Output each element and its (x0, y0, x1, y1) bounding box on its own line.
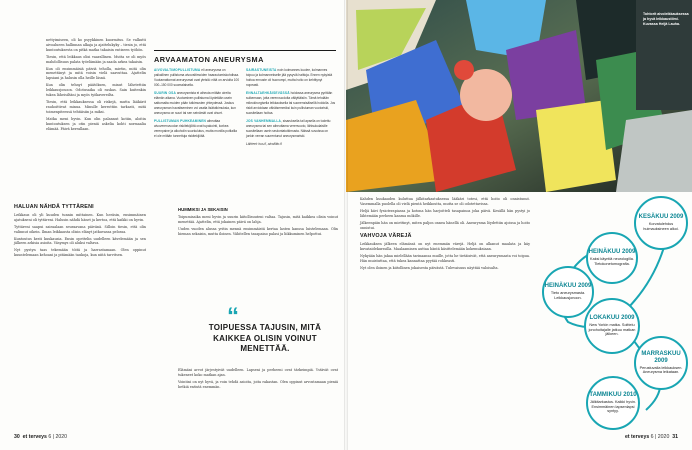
paragraph: Nyt pystyn taas tekemään töitä ja harrastamaan. Olen oppinut kuuntelemaan kehoani ja pitämään taukoja, kun niitä tarvitsen. (14, 248, 146, 258)
paragraph: nettyimiseen, oli ko psyykkinen kuormitus. Se valkutti aivoalueen hallinnan alkaja ja ajattelukyky – tiesin jo, että kuntoutuksesta on pitkä matka takaisin entiseen työhön. (46, 38, 146, 52)
paragraph: Toipumisaika meni hyvin ja suurin kiitollisuuteni valtaa. Tajusin, mitä kaikkea olisin voinut menettää. Ajattelin, että jokainen päivä on lahja. (178, 214, 338, 224)
sidebar-paragraph: PULLISTUMAN PUHKEAMINEN aiheuttaa aivoverenvuodon riskitekijöitä ovat tupakointi, korkea verenpaine ja alkoholin suurkulutus, mutta monilla potilailla ei ole mitään tunnettuja riskitekijöitä. (154, 119, 237, 138)
paragraph: Heljä kävi fysioterapiassa ja kotona hän harjoitteli tasapainoa joka päivä. Kesällä hän pystyi jo lähtemään perheen kanssa mökille. (360, 208, 530, 218)
section-heading: HUMMIKSI JA SEKAISIN (178, 207, 228, 212)
paragraph: Matka meni hyvin. Kun olin palannut kotiin, aloitin kuntoutuksen ja otin pieniä askelia kohti normaalia elämää. Päivä kerrallaan. (46, 116, 146, 131)
sidebar-paragraph: SUURIN OSA aneurysmista ei aiheuta mitään oireita elämän aikana. Vuotaminen pullistuma löydetään usein sattumalta muiden pään tutkimusten yhteydessä. Joskus aneurysman havaitseminen voi vaatia lisätutkimuksia, kun aneurysma on suuri tai sen seinämät ovat ohuet. (154, 91, 236, 115)
paragraph: Jälkeenpäin hän on miettinyt, miten paljon onnea hänellä oli. Aneurysma löydettiin ajoissa ja hoito onnistui. (360, 220, 530, 230)
right-page (346, 0, 692, 450)
issue: 6 | 2020 (48, 434, 68, 440)
paragraph: Tiesin, että leikkauksessa oli riskejä, mutta lääkärit rauhoittivat minua. Minulle kerrottiin tarkasti, mitä toimenpiteessä tehtäisiin ja miksi. (46, 99, 146, 114)
paragraph: Kahden kuukauden kuluttua jälkitarkastuksessa lääkäri totesi, että hoito oli onnistunut. Vasemmalla puolella oli vielä pientä heikkoutta, mutta se oli odotettavissa. (360, 197, 530, 206)
page-gutter (344, 0, 348, 450)
paragraph: Kuntoutus kesti kuukausia. Ensin opettelin uudelleen kävelemään ja sen jälkeen arkisia asioita. Väsymys oli aluksi valtava. (14, 236, 146, 246)
left-column-1b (14, 205, 146, 260)
timeline-item: HEINÄKUU 2009 Kaksi käyntiä neurologilla. Tietokonetomografia. (586, 232, 638, 284)
timeline-item: MARRASKUU 2009 Perustuvalla leikkauksen. Aneurysma leikataan. (634, 336, 688, 390)
paragraph: Tiesin, että leikkaus olisi vaarallinen. Mutta se oli myös mahdollisuus palata työelämään ja saada arkea takaisin. (46, 54, 146, 64)
page-folio-left (14, 434, 67, 440)
paragraph: Kun olin tehnyt päätöksen, minut lähetettiin leikkausjonoon. Odotusaika oli raskas. Sain kuitenkin tukea läheisiltäni ja myös työkavereilta. (46, 83, 146, 98)
paragraph: Uuden vuoden alussa yritin mennä ensimmäistä kertaa lasten kanssa luistelemaan. Olin hieman sekaisin, mutta iloinen. Vähitellen tasapaino palasi ja liikkuminen helpottui. (178, 226, 338, 236)
sidebar-paragraph: AIVOVALTIMOPULLISTUMA eli aneurysma on paikallinen pullistuma aivovaltimoiden haarautumiskohdissa. Vuotamattomat aneurysmat ovat yleisiä: niitä on arviolta 100 000–150 000 suomalaisella. (154, 68, 240, 87)
section-heading: HALUAN NÄHDÄ TYTTÄRENI (14, 204, 94, 210)
timeline-item: KESÄKUU 2009 Korvatulehdus huimauksineen alkoi. (634, 196, 688, 250)
magazine-name: et terveys (22, 434, 47, 440)
photo-caption: Tohtorit aivoleikkauksessa ja hyvä leikkaustiimi. Kuvassa Heljä Lauha. (643, 12, 689, 26)
paragraph: Tyttäreni saapui sairaalaan seuraavana päivänä. Silloin tiesin, että olin valinnut oikein. Ilman leikkausta olisin elänyt jatkuvassa pelossa. (14, 224, 146, 234)
sidebar-column-1 (154, 68, 240, 142)
sidebar-paragraph: ENNALTAEHKÄISEVÄSSÄ hoidossa aneurysma pyritään sulkemaan, jotta verenvuodolta vältyttäisiin. Tämä tehdään mikrokirurgisella leikkauksella tai suonensisäisellä hoidolla. Jos riskit arvioidaan vähäisemmiksi kuin pullistuman vuotoriski, suositellaan hoitoa. (246, 91, 336, 115)
timeline-item: LOKAKUU 2009 New Yorkin matka. Soittelu jonohoitajalle jatkuu matkan jälkeen. (584, 298, 640, 354)
timeline-item: TAMMIKUU 2010 Jälkitarkastus. Kaikki hyvin. Ensimmäinen lapsenlapsi syntyy. (586, 376, 640, 430)
sidebar-rule (154, 50, 336, 51)
col1-intro (46, 38, 146, 131)
paragraph: Vointini on nyt hyvä, ja voin tehdä asioita, joita rakastan. Olen oppinut arvostamaan pieniä hetkiä entistä enemmän. (178, 379, 338, 389)
paragraph: Nykyään hän jakaa mielellään tarinaansa muille, jotta he tietäisivät, että aneurysmasta voi toipua. Hän muistuttaa, että tukea kannattaa pyytää rohkeasti. (360, 254, 530, 264)
page-number: 31 (672, 434, 678, 440)
magazine-name: et terveys (624, 434, 650, 440)
page-folio-right (625, 434, 678, 440)
artwork-photo (346, 0, 692, 192)
pull-quote: TOIPUESSA TAJUSIN, MITÄ KAIKKEA OLISIN VOINUT MENETTÄÄ. (208, 323, 322, 353)
sidebar-column-2 (246, 68, 336, 147)
sidebar-title: ARVAAMATON ANEURYSMA (154, 55, 264, 64)
right-column (360, 197, 530, 273)
section-heading: VAHVOJA VÄREJÄ (360, 233, 412, 240)
quote-mark-icon: “ (227, 303, 239, 330)
paragraph: Leikkauksen jälkeen elämässä on nyt enemmän värejä. Heljä on alkanut maalata ja käy kuvataidekurssilla. Maalaaminen auttaa häntä käsittelemään kokemuksiaan. (360, 242, 530, 252)
left-column-2 (178, 205, 338, 239)
timeline-item: HEINÄKUU 2009 Tieto aneurysmasta. Leikkausjonoon. (542, 266, 594, 318)
paragraph: Elämäni arvot järjestyivät uudelleen. Lapseni ja perheeni ovat tärkeimpiä. Ystävät ovat tukeneet koko matkan ajan. (178, 368, 338, 377)
left-column-1 (46, 38, 146, 133)
page-number: 30 (14, 434, 20, 440)
sidebar-paragraph: JOS VANHEMMALLA, sisaruksella tai lapsella on todettu aneurysma tai sen aiheuttama verenvuoto, lähisukulaisille suositellaan usein seulontatutkimusta. Näissä suvuissa on jonkin verran suurentunut aneurysmariski. (246, 119, 331, 138)
issue: 6 | 2020 (650, 434, 670, 440)
sidebar-source: Lähteet: hus.fi, aivoliitto.fi (246, 142, 282, 146)
paragraph: Leikkaus oli yli kuuden tunnin mittainen. Kun heräsin, ensimmäinen ajatukseni oli tyttäreni. Halusin nähdä hänet ja kertoa, että kaikki on hyvin. (14, 212, 146, 222)
sidebar-paragraph: SAIRASTUNEISTA noin kolmannes kuolee, kolmannes toipuu ja kolmannekselle jää pysyviä haittoja. Ennen nykyistä hoitoa ennuste oli huonompi, mutta hoito on kehittynyt nopeasti. (246, 68, 333, 87)
left-column-2b (178, 368, 338, 392)
paragraph: Kun oli ensimmäisiä päiviä teholla, mietin, mitä olin menettänyt ja mitä voisin vielä saavuttaa. Ajattelin lapsiani ja halusin olla heille läsnä. (46, 66, 146, 81)
paragraph: Nyt olen iloinen ja kiitollinen jokaisesta päivästä. Tulevaisuus näyttää valoisalta. (360, 265, 499, 270)
